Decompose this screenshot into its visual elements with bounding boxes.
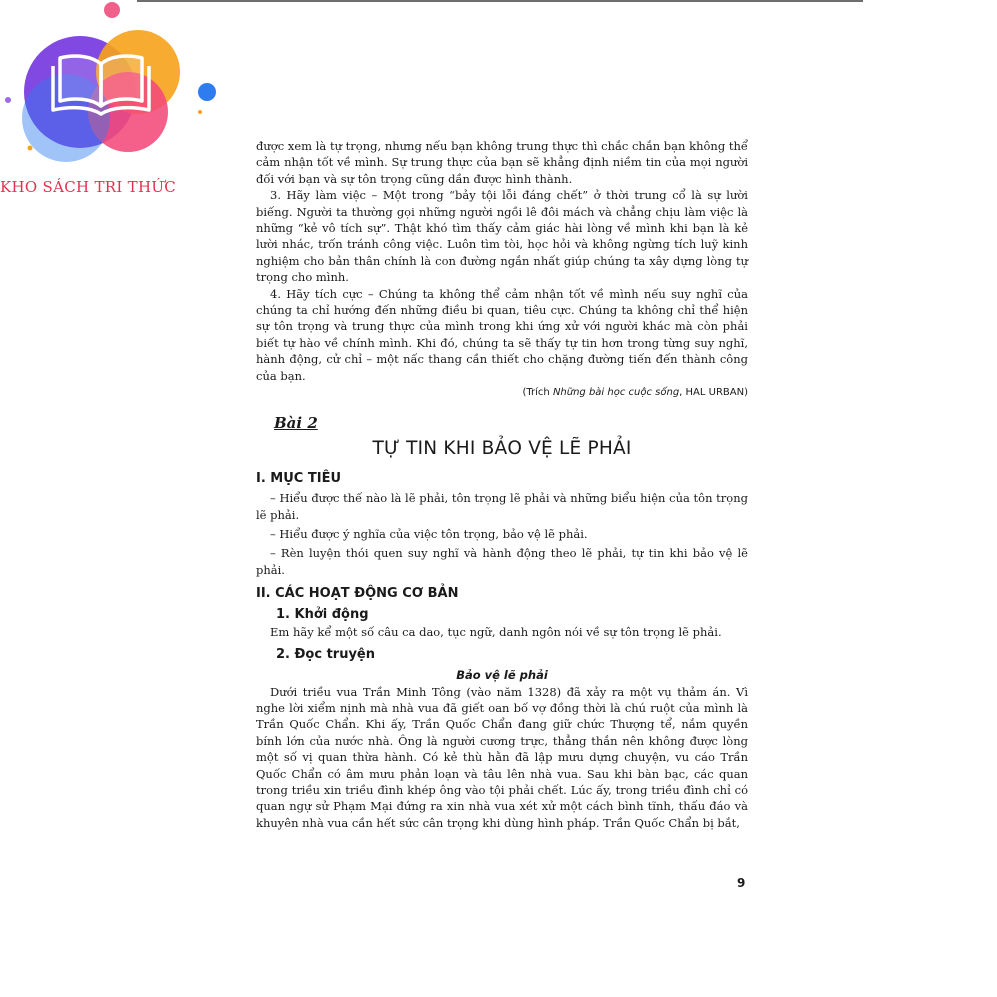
logo-dot-pink	[104, 2, 120, 18]
source-citation	[256, 387, 748, 398]
logo-dot-orange	[28, 146, 33, 151]
logo-dot-orange-small	[198, 110, 202, 114]
lesson-label: Bài 2	[274, 414, 318, 433]
activity-warmup-text: Em hãy kể một số câu ca dao, tục ngữ, danh ngôn nói về sự tôn trọng lẽ phải.	[270, 625, 722, 640]
top-rule	[137, 0, 863, 2]
activity-warmup-heading: 1. Khởi động	[276, 607, 369, 623]
source-book-title: Những bài học cuộc sống	[552, 387, 680, 399]
intro-paragraph: được xem là tự trọng, nhưng nếu bạn không trung thực thì chắc chắn bạn không thể cảm nhận tốt về mình. Sự trung thực của bạn sẽ khẳng định niềm tin của mọi người đối với bạn và sự tôn trọng cũng dần được hình thành.	[256, 139, 748, 186]
brand-name: KHO SÁCH TRI THỨC	[0, 178, 177, 196]
logo-dot-purple	[5, 97, 11, 103]
source-prefix: (Trích	[522, 387, 553, 399]
page-number: 9	[737, 876, 746, 890]
book-page	[256, 138, 748, 831]
logo-dot-blue	[198, 83, 216, 101]
objective-item: – Rèn luyện thói quen suy nghĩ và hành động theo lẽ phải, tự tin khi bảo vệ lẽ phải.	[256, 546, 748, 577]
source-suffix: , HAL URBAN)	[679, 387, 748, 399]
story-paragraph: Dưới triều vua Trần Minh Tông (vào năm 1328) đã xảy ra một vụ thảm án. Vì nghe lời xiểm nịnh mà nhà vua đã giết oan bố vợ đồng thời là chú ruột của mình là Trần Quốc Chẩn. Khi ấy, Trần Quốc Chẩn đang giữ chức Thượng tể, nắm quyền bính lớn của nước nhà. Ông là người cương trực, thẳng thắn nên không được lòng một số vị quan thừa hành. Có kẻ thù hằn đã lập mưu dựng chuyện, vu cáo Trần Quốc Chẩn có âm mưu phản loạn và tâu lên nhà vua. Sau khi bàn bạc, các quan trong triều xin triều đình khép ông vào tội phải chết. Lúc ấy, trong triều đình chỉ có quan ngự sử Phạm Mại đứng ra xin nhà vua xét xử một cách bình tĩnh, thấu đáo và khuyên nhà vua cần hết sức cân trọng khi dùng hình pháp. Trần Quốc Chẩn bị bắt,	[256, 684, 748, 830]
objective-item: – Hiểu được ý nghĩa của việc tôn trọng, bảo vệ lẽ phải.	[270, 526, 588, 541]
section-activities-heading: II. CÁC HOẠT ĐỘNG CƠ BẢN	[256, 586, 459, 602]
point-3-paragraph: 3. Hãy làm việc – Một trong “bảy tội lỗi đáng chết” ở thời trung cổ là sự lười biếng. Người ta thường gọi những người ngồi lê đôi mách và chẳng chịu làm việc là những “kẻ vô tích sự”. Thật khó tìm thấy cảm giác hài lòng về mình khi bạn là kẻ lười nhác, trốn tránh công việc. Luôn tìm tòi, học hỏi và không ngừng tích luỹ kinh nghiệm cho bản thân chính là con đường ngắn nhất giúp chúng ta xây dựng lòng tự trọng cho mình.	[256, 188, 748, 285]
section-objectives-heading: I. MỤC TIÊU	[256, 471, 342, 487]
point-4-paragraph: 4. Hãy tích cực – Chúng ta không thể cảm nhận tốt về mình nếu suy nghĩ của chúng ta chỉ hướng đến những điều bi quan, tiêu cực. Chúng ta không chỉ thể hiện sự tôn trọng và trung thực của mình trong khi ứng xử với người khác mà còn phải biết tự hào về chính mình. Khi đó, chúng ta sẽ thấy tự tin hơn trong từng suy nghĩ, hành động, cử chỉ – một nấc thang cần thiết cho chặng đường tiến đến thành công của bạn.	[256, 286, 748, 383]
activity-reading-heading: 2. Đọc truyện	[276, 646, 375, 662]
objective-item: – Hiểu được thế nào là lẽ phải, tôn trọng lẽ phải và những biểu hiện của tôn trọng lẽ phải.	[256, 491, 748, 522]
story-title: Bảo vệ lẽ phải	[456, 667, 548, 682]
lesson-title: TỰ TIN KHI BẢO VỆ LẼ PHẢI	[372, 438, 632, 460]
brand-logo	[0, 0, 230, 200]
logo-graphic	[0, 0, 230, 180]
